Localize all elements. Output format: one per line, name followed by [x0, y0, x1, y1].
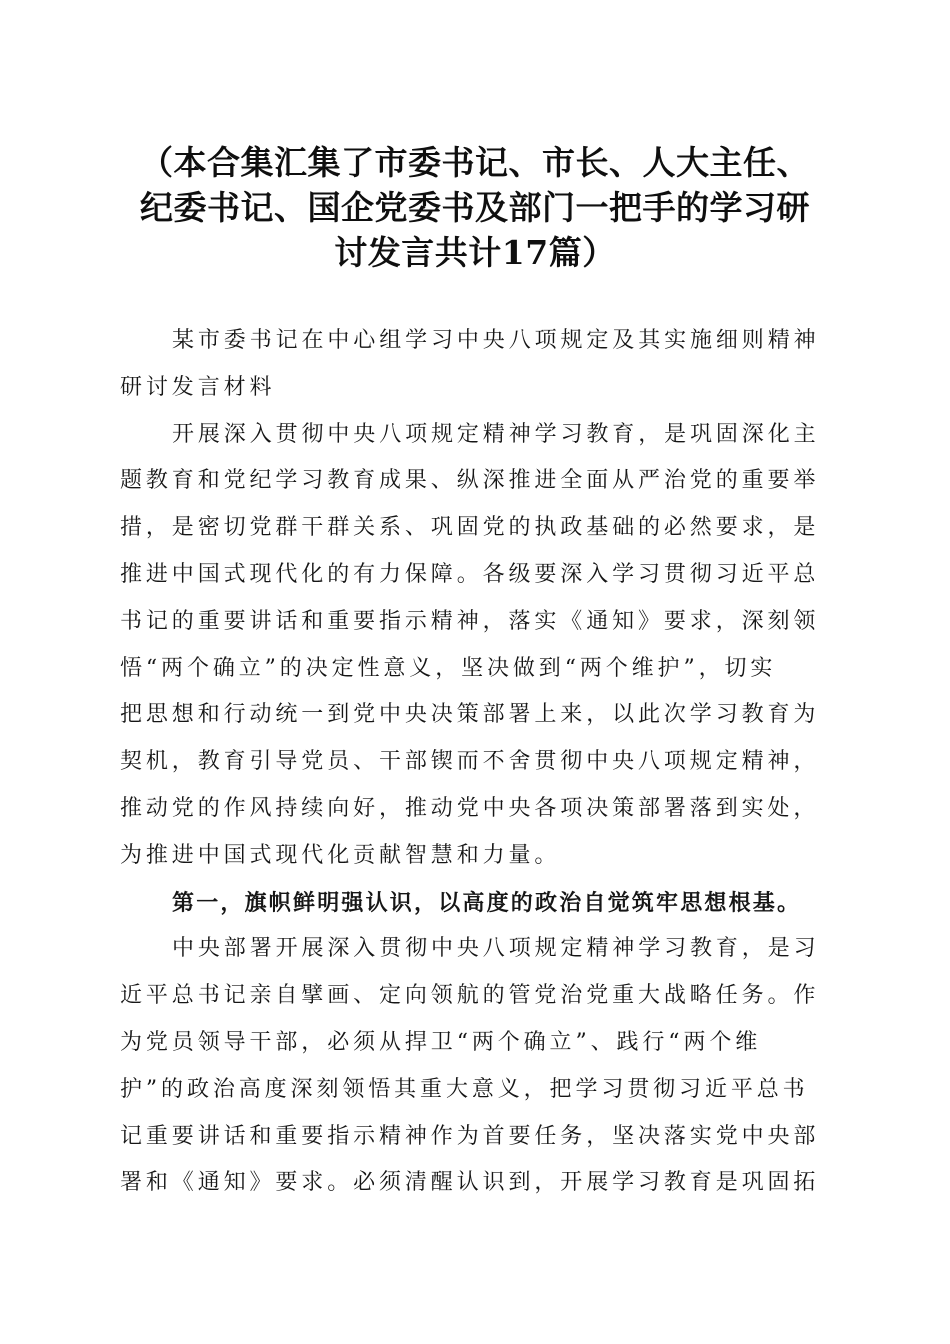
- paragraph-2: [120, 926, 830, 1207]
- paragraph-line: 为推进中国式现代化贡献智慧和力量。: [120, 842, 561, 868]
- paragraph-line: 署和《通知》要求。必须清醒认识到，开展学习教育是巩固拓: [120, 1170, 820, 1196]
- paragraph-line: 把思想和行动统一到党中央决策部署上来，以此次学习教育为: [120, 702, 820, 728]
- paragraph-line: 悟“两个确立”的决定性意义，坚决做到“两个维护”，切实: [120, 655, 777, 681]
- heading-line: 某市委书记在中心组学习中央八项规定及其实施细则精神: [172, 328, 820, 353]
- section-heading: 第一，旗帜鲜明强认识，以高度的政治自觉筑牢思想根基。: [172, 889, 802, 916]
- paragraph-line: 护”的政治高度深刻领悟其重大意义，把学习贯彻习近平总书: [120, 1076, 809, 1102]
- paragraph-line: 中央部署开展深入贯彻中央八项规定精神学习教育，是习: [172, 936, 820, 962]
- document-body: [120, 318, 830, 1207]
- title-line: 纪委书记、国企党委书及部门一把手的学习研: [140, 188, 810, 227]
- article-heading: [120, 318, 830, 412]
- paragraph-line: 记重要讲话和重要指示精神作为首要任务，坚决落实党中央部: [120, 1123, 820, 1149]
- paragraph-line: 契机，教育引导党员、干部锲而不舍贯彻中央八项规定精神，: [120, 749, 820, 775]
- paragraph-1: [120, 412, 830, 880]
- heading-line: 研讨发言材料: [120, 374, 276, 400]
- document-title: [118, 140, 832, 275]
- paragraph-line: 为党员领导干部，必须从捍卫“两个确立”、践行“两个维: [120, 1029, 762, 1055]
- title-line: （本合集汇集了市委书记、市长、人大主任、: [140, 143, 810, 182]
- paragraph-line: 书记的重要讲话和重要指示精神，落实《通知》要求，深刻领: [120, 608, 820, 634]
- paragraph-line: 推动党的作风持续向好，推动党中央各项决策部署落到实处，: [120, 795, 820, 821]
- paragraph-line: 措，是密切党群干群关系、巩固党的执政基础的必然要求，是: [120, 515, 820, 541]
- paragraph-line: 近平总书记亲自擘画、定向领航的管党治党重大战略任务。作: [120, 983, 820, 1009]
- paragraph-line: 开展深入贯彻中央八项规定精神学习教育，是巩固深化主: [172, 421, 820, 447]
- title-line: 讨发言共计17篇）: [334, 233, 616, 272]
- paragraph-line: 推进中国式现代化的有力保障。各级要深入学习贯彻习近平总: [120, 561, 820, 587]
- paragraph-line: 题教育和党纪学习教育成果、纵深推进全面从严治党的重要举: [120, 468, 820, 494]
